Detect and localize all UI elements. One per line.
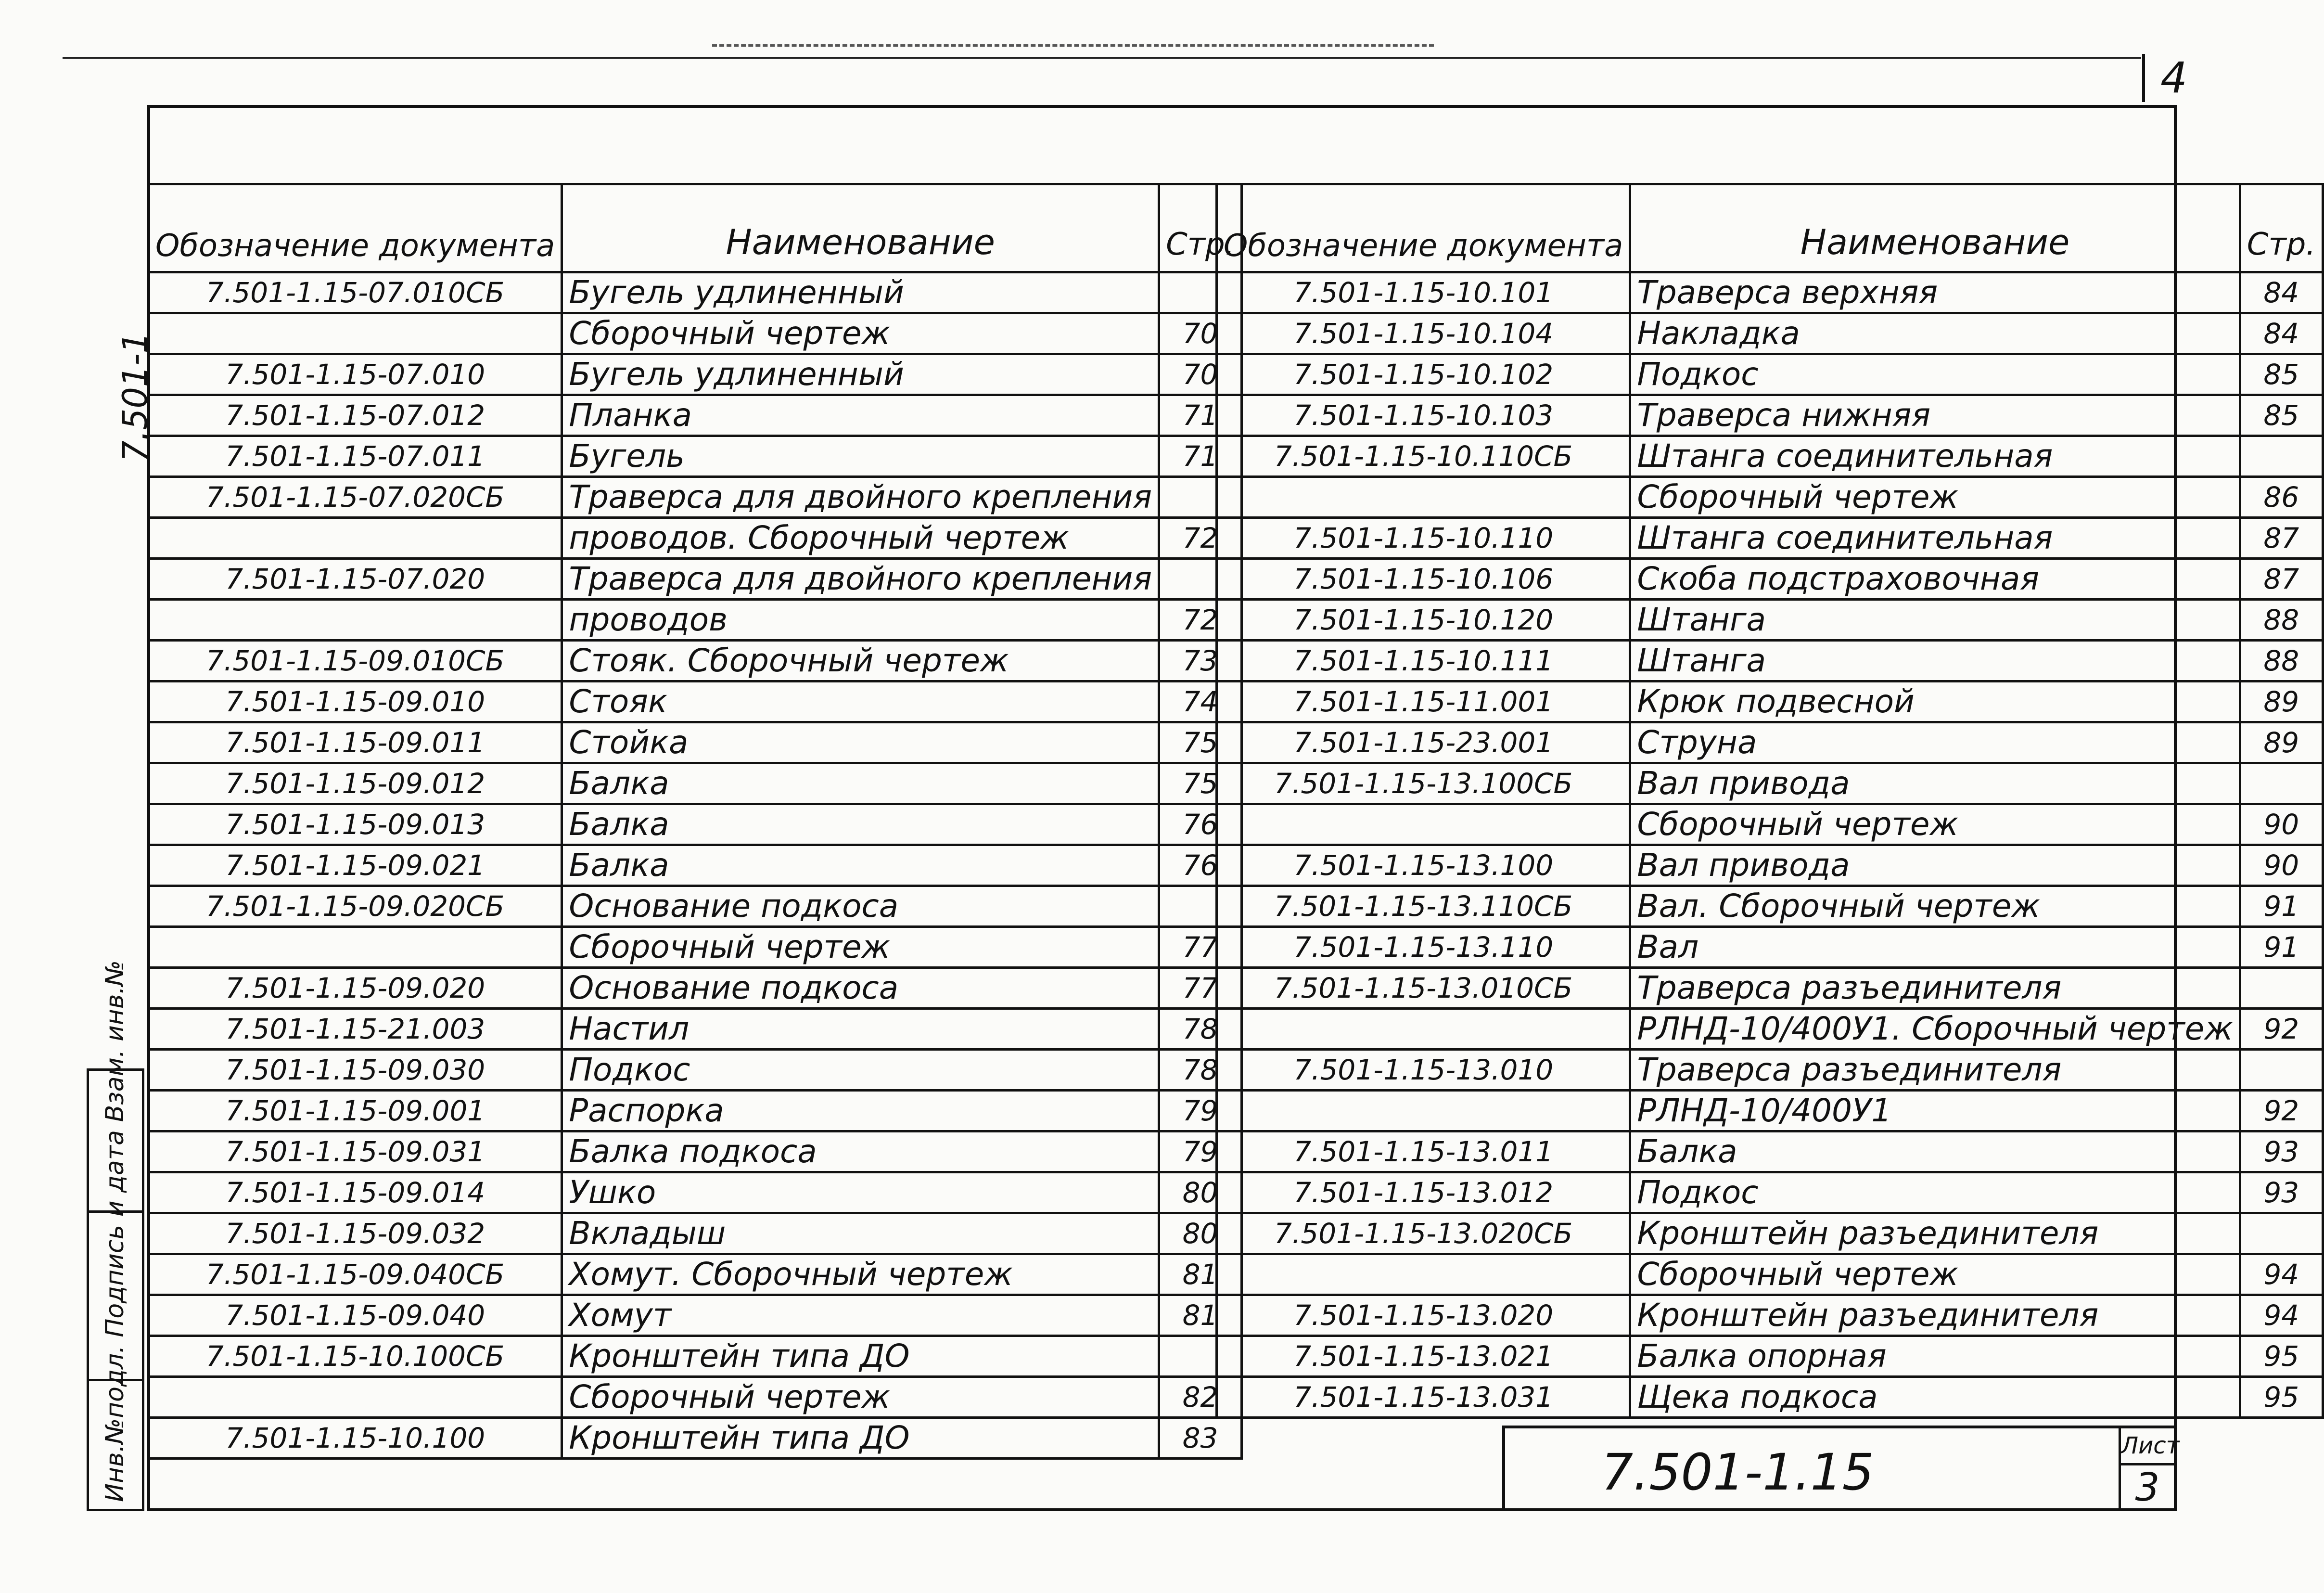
doc-code-cell: 7.501-1.15-10.103 [1217, 395, 1630, 436]
table-row [1217, 1050, 2323, 1091]
doc-name-cell: Вал [1630, 927, 2240, 968]
doc-code-cell: 7.501-1.15-09.031 [149, 1131, 562, 1172]
doc-code-cell: 7.501-1.15-09.040СБ [149, 1254, 562, 1295]
left-document-table [147, 183, 1243, 1460]
doc-name-cell: Балка подкоса [562, 1131, 1159, 1172]
doc-code-cell: 7.501-1.15-09.010СБ [149, 641, 562, 681]
table-row [149, 1050, 1242, 1091]
doc-name-cell: Подкос [1630, 1172, 2240, 1213]
doc-code-cell [149, 1377, 562, 1418]
table-row [149, 1009, 1242, 1050]
page-cell: 72 [1159, 600, 1242, 641]
page-cell [2240, 1050, 2323, 1091]
doc-name-cell: Штанга соединительная [1630, 436, 2240, 477]
table-row [1217, 1336, 2323, 1377]
doc-name-cell: Штанга соединительная [1630, 518, 2240, 559]
doc-code-cell: 7.501-1.15-09.011 [149, 722, 562, 763]
page-cell: 78 [1159, 1050, 1242, 1091]
page-cell: 74 [1159, 681, 1242, 722]
page-cell: 78 [1159, 1009, 1242, 1050]
table-row [149, 1377, 1242, 1418]
doc-name-cell: Накладка [1630, 313, 2240, 354]
table-header-row [1217, 184, 2323, 272]
doc-name-cell: Крюк подвесной [1630, 681, 2240, 722]
doc-code-cell: 7.501-1.15-13.011 [1217, 1131, 1630, 1172]
table-row [1217, 763, 2323, 804]
header-code: Обозначение документа [149, 184, 562, 272]
page-cell: 87 [2240, 518, 2323, 559]
doc-name-cell: Траверса разъединителя [1630, 968, 2240, 1009]
doc-code-cell: 7.501-1.15-10.104 [1217, 313, 1630, 354]
side-document-code: 7.501-1 [115, 332, 155, 462]
doc-code-cell: 7.501-1.15-13.100СБ [1217, 763, 1630, 804]
page-cell: 85 [2240, 354, 2323, 395]
page-cell: 89 [2240, 681, 2323, 722]
doc-name-cell: РЛНД-10/400У1 [1630, 1091, 2240, 1131]
doc-code-cell: 7.501-1.15-07.011 [149, 436, 562, 477]
doc-name-cell: Траверса для двойного крепления [562, 477, 1159, 518]
table-row [1217, 968, 2323, 1009]
page-cell: 75 [1159, 763, 1242, 804]
table-row [1217, 927, 2323, 968]
doc-code-cell [149, 600, 562, 641]
table-row [1217, 1213, 2323, 1254]
page-cell: 92 [2240, 1009, 2323, 1050]
table-row [149, 927, 1242, 968]
table-row [149, 354, 1242, 395]
table-row [1217, 272, 2323, 313]
left-table-body [149, 272, 1242, 1459]
doc-code-cell: 7.501-1.15-13.012 [1217, 1172, 1630, 1213]
doc-name-cell: Траверса разъединителя [1630, 1050, 2240, 1091]
page-cell: 88 [2240, 600, 2323, 641]
table-row [149, 722, 1242, 763]
page-cell: 95 [2240, 1336, 2323, 1377]
page-cell: 82 [1159, 1377, 1242, 1418]
doc-name-cell: Штанга [1630, 641, 2240, 681]
page-cell [2240, 436, 2323, 477]
table-row [149, 681, 1242, 722]
table-row [1217, 1377, 2323, 1418]
page-cell: 87 [2240, 559, 2323, 600]
page-cell: 91 [2240, 886, 2323, 927]
doc-name-cell: Балка [562, 763, 1159, 804]
table-row [1217, 600, 2323, 641]
page-cell: 80 [1159, 1172, 1242, 1213]
doc-name-cell: Скоба подстраховочная [1630, 559, 2240, 600]
page-cell: 71 [1159, 436, 1242, 477]
table-row [149, 763, 1242, 804]
doc-name-cell: Бугель удлиненный [562, 272, 1159, 313]
table-row [149, 600, 1242, 641]
sheet-cell [2119, 1428, 2180, 1511]
doc-name-cell: Траверса верхняя [1630, 272, 2240, 313]
doc-name-cell: Бугель удлиненный [562, 354, 1159, 395]
doc-code-cell: 7.501-1.15-09.030 [149, 1050, 562, 1091]
doc-name-cell: Сборочный чертеж [562, 313, 1159, 354]
page-cell: 77 [1159, 968, 1242, 1009]
table-row [149, 1295, 1242, 1336]
page-cell [2240, 1213, 2323, 1254]
corner-sheet-number: 4 [2142, 54, 2203, 102]
page-cell: 90 [2240, 845, 2323, 886]
page-cell [2240, 763, 2323, 804]
header-name: Наименование [562, 184, 1159, 272]
page-cell: 79 [1159, 1091, 1242, 1131]
doc-name-cell: Вал привода [1630, 763, 2240, 804]
page-cell: 70 [1159, 354, 1242, 395]
doc-name-cell: Сборочный чертеж [1630, 477, 2240, 518]
doc-code-cell: 7.501-1.15-23.001 [1217, 722, 1630, 763]
margin-stamp [87, 960, 144, 1511]
table-row [149, 845, 1242, 886]
top-dashed-line [712, 44, 1434, 47]
doc-code-cell: 7.501-1.15-09.020СБ [149, 886, 562, 927]
page-cell: 89 [2240, 722, 2323, 763]
page-cell: 94 [2240, 1254, 2323, 1295]
doc-name-cell: Хомут [562, 1295, 1159, 1336]
doc-code-cell: 7.501-1.15-10.120 [1217, 600, 1630, 641]
margin-stamp-text: Инв.№подл. Подпись и дата Взам. инв.№ [101, 960, 129, 1502]
doc-code-cell: 7.501-1.15-10.110СБ [1217, 436, 1630, 477]
doc-code-cell [149, 518, 562, 559]
doc-name-cell: Штанга [1630, 600, 2240, 641]
page-cell: 93 [2240, 1172, 2323, 1213]
doc-code-cell [1217, 1254, 1630, 1295]
doc-name-cell: Вал. Сборочный чертеж [1630, 886, 2240, 927]
doc-name-cell: Сборочный чертеж [1630, 1254, 2240, 1295]
table-row [149, 1418, 1242, 1459]
table-row [149, 1254, 1242, 1295]
page-cell: 72 [1159, 518, 1242, 559]
table-row [149, 1213, 1242, 1254]
table-row [1217, 1091, 2323, 1131]
table-row [1217, 1295, 2323, 1336]
doc-name-cell: Щека подкоса [1630, 1377, 2240, 1418]
doc-code-cell [149, 927, 562, 968]
table-row [149, 641, 1242, 681]
doc-code-cell: 7.501-1.15-10.106 [1217, 559, 1630, 600]
doc-code-cell: 7.501-1.15-07.010СБ [149, 272, 562, 313]
doc-name-cell: Бугель [562, 436, 1159, 477]
doc-code-cell: 7.501-1.15-13.110 [1217, 927, 1630, 968]
table-row [1217, 518, 2323, 559]
page-cell: 71 [1159, 395, 1242, 436]
table-row [1217, 1131, 2323, 1172]
header-page: Стр. [1159, 184, 1242, 272]
doc-name-cell: Распорка [562, 1091, 1159, 1131]
doc-name-cell: Балка опорная [1630, 1336, 2240, 1377]
doc-name-cell: Вал привода [1630, 845, 2240, 886]
doc-name-cell: Сборочный чертеж [562, 927, 1159, 968]
table-row [149, 1172, 1242, 1213]
doc-name-cell: Настил [562, 1009, 1159, 1050]
table-row [149, 436, 1242, 477]
doc-name-cell: Стояк [562, 681, 1159, 722]
page-cell: 83 [1159, 1418, 1242, 1459]
doc-code-cell: 7.501-1.15-11.001 [1217, 681, 1630, 722]
doc-code-cell: 7.501-1.15-07.010 [149, 354, 562, 395]
doc-code-cell: 7.501-1.15-07.012 [149, 395, 562, 436]
sheet-number: 3 [2135, 1465, 2160, 1510]
doc-code-cell: 7.501-1.15-13.010 [1217, 1050, 1630, 1091]
doc-code-cell: 7.501-1.15-09.020 [149, 968, 562, 1009]
doc-code-cell [1217, 1009, 1630, 1050]
header-page: Стр. [2240, 184, 2323, 272]
doc-name-cell: Траверса нижняя [1630, 395, 2240, 436]
table-row [1217, 886, 2323, 927]
doc-name-cell: Балка [562, 845, 1159, 886]
doc-code-cell: 7.501-1.15-10.100СБ [149, 1336, 562, 1377]
doc-code-cell: 7.501-1.15-09.001 [149, 1091, 562, 1131]
right-document-table [1215, 183, 2324, 1419]
doc-name-cell: проводов. Сборочный чертеж [562, 518, 1159, 559]
doc-code-cell: 7.501-1.15-13.021 [1217, 1336, 1630, 1377]
table-row [1217, 1172, 2323, 1213]
table-row [1217, 845, 2323, 886]
table-row [1217, 477, 2323, 518]
doc-code-cell: 7.501-1.15-13.010СБ [1217, 968, 1630, 1009]
table-row [1217, 436, 2323, 477]
page-cell: 77 [1159, 927, 1242, 968]
page-cell: 95 [2240, 1377, 2323, 1418]
page-cell: 91 [2240, 927, 2323, 968]
doc-name-cell: проводов [562, 600, 1159, 641]
page-cell: 86 [2240, 477, 2323, 518]
doc-code-cell: 7.501-1.15-10.111 [1217, 641, 1630, 681]
table-row [149, 804, 1242, 845]
doc-name-cell: Траверса для двойного крепления [562, 559, 1159, 600]
table-row [1217, 1254, 2323, 1295]
doc-code-cell: 7.501-1.15-13.110СБ [1217, 886, 1630, 927]
top-border-line [63, 57, 2141, 59]
table-row [149, 518, 1242, 559]
page-cell: 85 [2240, 395, 2323, 436]
table-row [1217, 354, 2323, 395]
page-cell: 70 [1159, 313, 1242, 354]
doc-code-cell: 7.501-1.15-09.040 [149, 1295, 562, 1336]
doc-name-cell: Планка [562, 395, 1159, 436]
doc-name-cell: Кронштейн типа ДО [562, 1418, 1159, 1459]
table-row [1217, 1009, 2323, 1050]
doc-name-cell: Кронштейн разъединителя [1630, 1295, 2240, 1336]
table-row [1217, 313, 2323, 354]
doc-name-cell: Стояк. Сборочный чертеж [562, 641, 1159, 681]
doc-code-cell: 7.501-1.15-13.020 [1217, 1295, 1630, 1336]
doc-code-cell: 7.501-1.15-09.010 [149, 681, 562, 722]
table-row [149, 1336, 1242, 1377]
page-cell: 80 [1159, 1213, 1242, 1254]
doc-code-cell: 7.501-1.15-09.014 [149, 1172, 562, 1213]
doc-code-cell: 7.501-1.15-10.110 [1217, 518, 1630, 559]
page-cell: 94 [2240, 1295, 2323, 1336]
header-code: Обозначение документа [1217, 184, 1630, 272]
table-row [149, 395, 1242, 436]
title-block-code: 7.501-1.15 [1601, 1443, 1874, 1502]
table-row [1217, 722, 2323, 763]
doc-name-cell: Кронштейн разъединителя [1630, 1213, 2240, 1254]
doc-code-cell: 7.501-1.15-09.032 [149, 1213, 562, 1254]
doc-name-cell: Сборочный чертеж [1630, 804, 2240, 845]
doc-name-cell: Струна [1630, 722, 2240, 763]
doc-code-cell: 7.501-1.15-09.021 [149, 845, 562, 886]
doc-name-cell: Ушко [562, 1172, 1159, 1213]
doc-name-cell: РЛНД-10/400У1. Сборочный чертеж [1630, 1009, 2240, 1050]
doc-name-cell: Стойка [562, 722, 1159, 763]
doc-code-cell: 7.501-1.15-10.101 [1217, 272, 1630, 313]
table-row [149, 886, 1242, 927]
table-row [149, 477, 1242, 518]
doc-code-cell: 7.501-1.15-10.100 [149, 1418, 562, 1459]
table-row [149, 1091, 1242, 1131]
page-cell [2240, 968, 2323, 1009]
doc-code-cell: 7.501-1.15-09.013 [149, 804, 562, 845]
page-cell: 76 [1159, 845, 1242, 886]
doc-code-cell [1217, 477, 1630, 518]
page-cell: 81 [1159, 1295, 1242, 1336]
page-cell: 76 [1159, 804, 1242, 845]
doc-code-cell: 7.501-1.15-07.020 [149, 559, 562, 600]
table-row [149, 1131, 1242, 1172]
table-row [1217, 641, 2323, 681]
doc-name-cell: Подкос [1630, 354, 2240, 395]
table-row [149, 559, 1242, 600]
page-cell: 73 [1159, 641, 1242, 681]
title-block [1502, 1426, 2180, 1511]
doc-code-cell: 7.501-1.15-13.020СБ [1217, 1213, 1630, 1254]
page-cell: 92 [2240, 1091, 2323, 1131]
doc-name-cell: Основание подкоса [562, 886, 1159, 927]
table-row [1217, 559, 2323, 600]
page-cell: 93 [2240, 1131, 2323, 1172]
page-cell: 90 [2240, 804, 2323, 845]
doc-code-cell [1217, 804, 1630, 845]
doc-code-cell: 7.501-1.15-10.102 [1217, 354, 1630, 395]
doc-name-cell: Сборочный чертеж [562, 1377, 1159, 1418]
table-row [149, 272, 1242, 313]
doc-code-cell: 7.501-1.15-21.003 [149, 1009, 562, 1050]
right-table-body [1217, 272, 2323, 1418]
doc-name-cell: Основание подкоса [562, 968, 1159, 1009]
header-name: Наименование [1630, 184, 2240, 272]
doc-code-cell: 7.501-1.15-13.031 [1217, 1377, 1630, 1418]
doc-name-cell: Балка [562, 804, 1159, 845]
page-cell: 75 [1159, 722, 1242, 763]
table-row [1217, 681, 2323, 722]
page-cell: 81 [1159, 1254, 1242, 1295]
doc-code-cell [1217, 1091, 1630, 1131]
doc-name-cell: Хомут. Сборочный чертеж [562, 1254, 1159, 1295]
table-row [1217, 395, 2323, 436]
doc-code-cell: 7.501-1.15-07.020СБ [149, 477, 562, 518]
sheet-label: Лист [2121, 1428, 2174, 1465]
doc-code-cell [149, 313, 562, 354]
doc-code-cell: 7.501-1.15-13.100 [1217, 845, 1630, 886]
doc-name-cell: Балка [1630, 1131, 2240, 1172]
table-row [1217, 804, 2323, 845]
page-cell: 88 [2240, 641, 2323, 681]
doc-name-cell: Вкладыш [562, 1213, 1159, 1254]
table-header-row [149, 184, 1242, 272]
doc-code-cell: 7.501-1.15-09.012 [149, 763, 562, 804]
doc-name-cell: Кронштейн типа ДО [562, 1336, 1159, 1377]
page-cell: 84 [2240, 272, 2323, 313]
page-cell: 79 [1159, 1131, 1242, 1172]
table-row [149, 313, 1242, 354]
page-cell: 84 [2240, 313, 2323, 354]
doc-name-cell: Подкос [562, 1050, 1159, 1091]
table-row [149, 968, 1242, 1009]
